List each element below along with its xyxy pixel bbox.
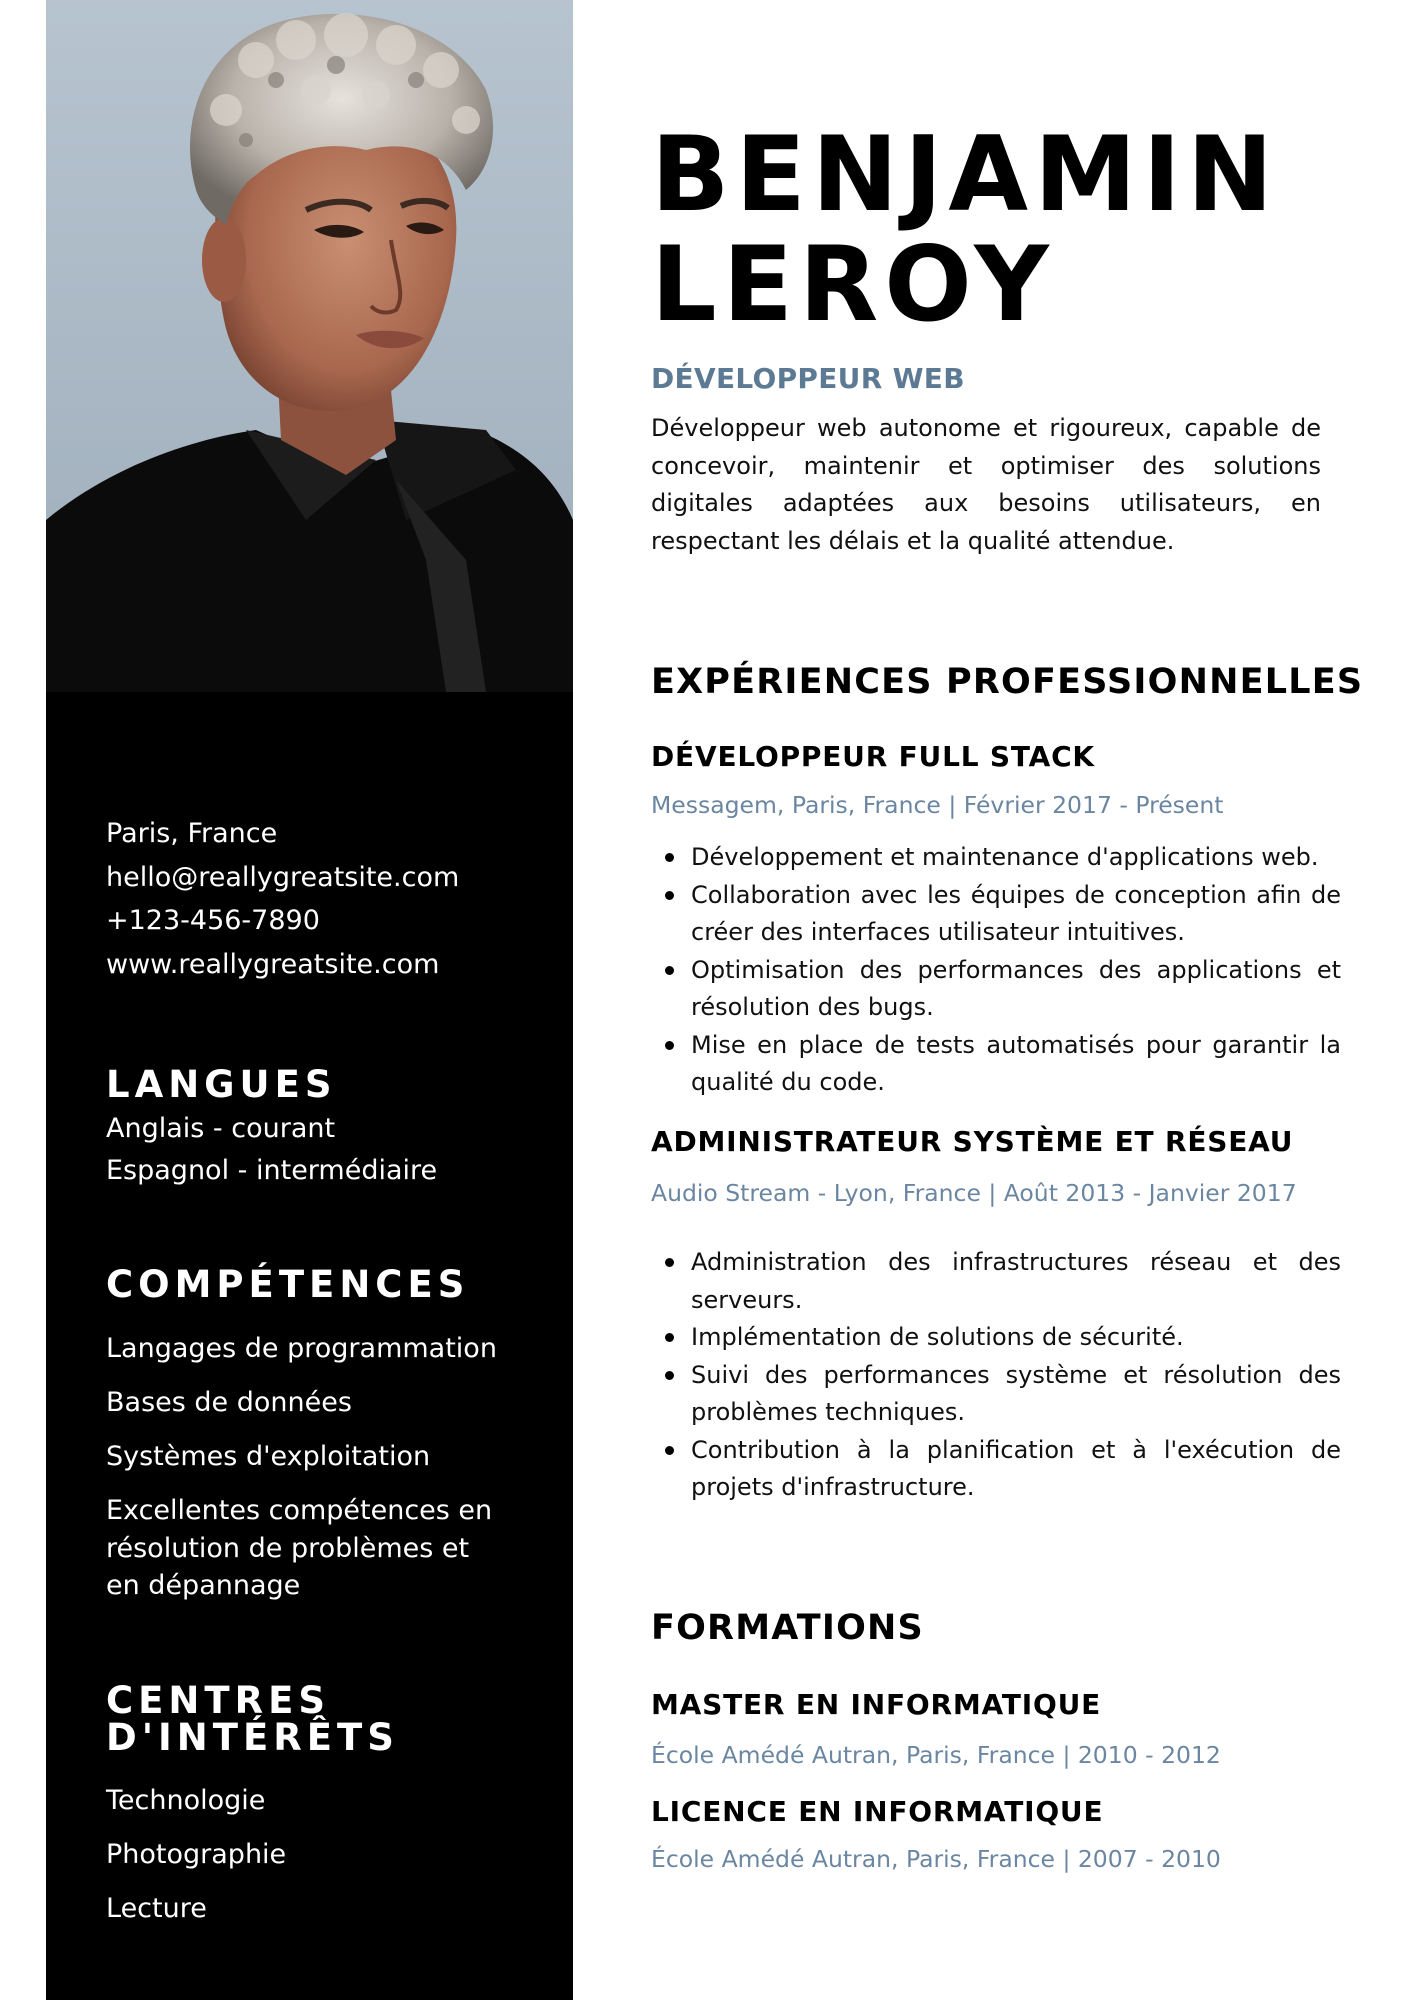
last-name: LEROY xyxy=(651,225,1055,345)
skills-heading: COMPÉTENCES xyxy=(106,1263,470,1306)
bullet-item: Contribution à la planification et à l'exécution de projets d'infrastructure. xyxy=(651,1432,1341,1507)
skill-item: Excellentes compétences en résolution de problèmes et en dépannage xyxy=(106,1495,493,1601)
job-meta: Messagem, Paris, France | Février 2017 - Présent xyxy=(651,791,1224,819)
bullet-item: Développement et maintenance d'applications web. xyxy=(651,839,1341,877)
bullet-item: Implémentation de solutions de sécurité. xyxy=(651,1319,1341,1357)
interests-list xyxy=(106,1782,286,1944)
job-bullets xyxy=(651,1244,1341,1507)
degree-meta: École Amédé Autran, Paris, France | 2010 - 2012 xyxy=(651,1741,1221,1769)
languages-heading: LANGUES xyxy=(106,1063,337,1106)
degree-title: MASTER EN INFORMATIQUE xyxy=(651,1688,1102,1721)
interests-heading-line2: D'INTÉRÊTS xyxy=(106,1716,399,1759)
job-role: DÉVELOPPEUR WEB xyxy=(651,362,965,395)
contact-block xyxy=(106,812,459,986)
bullet-item: Suivi des performances système et résolution des problèmes techniques. xyxy=(651,1357,1341,1432)
contact-location: Paris, France xyxy=(106,818,278,849)
skill-item: Bases de données xyxy=(106,1387,352,1418)
job-title: ADMINISTRATEUR SYSTÈME ET RÉSEAU xyxy=(651,1125,1294,1158)
interests-heading-line1: CENTRES xyxy=(106,1679,331,1722)
bullet-item: Mise en place de tests automatisés pour garantir la qualité du code. xyxy=(651,1027,1341,1102)
job-title: DÉVELOPPEUR FULL STACK xyxy=(651,740,1095,773)
language-item: Espagnol - intermédiaire xyxy=(106,1154,438,1186)
candidate-name xyxy=(651,115,1280,345)
language-item: Anglais - courant xyxy=(106,1113,336,1144)
bullet-item: Collaboration avec les équipes de conception afin de créer des interfaces utilisateur intuitives. xyxy=(651,877,1341,952)
experience-heading: EXPÉRIENCES PROFESSIONNELLES xyxy=(651,662,1364,702)
profile-summary: Développeur web autonome et rigoureux, capable de concevoir, maintenir et optimiser des solutions digitales adaptées aux besoins utilisateurs, en respectant les délais et la qualité attendue. xyxy=(651,414,1321,555)
languages-list xyxy=(106,1108,437,1191)
skills-list xyxy=(106,1330,506,1621)
education-heading: FORMATIONS xyxy=(651,1608,924,1648)
job-bullets xyxy=(651,839,1341,1102)
interest-item: Technologie xyxy=(106,1785,266,1816)
interests-heading xyxy=(106,1679,399,1759)
degree-meta: École Amédé Autran, Paris, France | 2007 - 2010 xyxy=(651,1845,1221,1873)
contact-website[interactable]: www.reallygreatsite.com xyxy=(106,948,440,980)
degree-title: LICENCE EN INFORMATIQUE xyxy=(651,1795,1104,1828)
profile-photo xyxy=(46,0,573,692)
skill-item: Langages de programmation xyxy=(106,1333,497,1364)
skill-item: Systèmes d'exploitation xyxy=(106,1441,431,1472)
contact-email[interactable]: hello@reallygreatsite.com xyxy=(106,861,460,893)
sidebar xyxy=(46,0,573,2000)
bullet-item: Optimisation des performances des applications et résolution des bugs. xyxy=(651,952,1341,1027)
interest-item: Photographie xyxy=(106,1839,287,1870)
interest-item: Lecture xyxy=(106,1893,207,1924)
bullet-item: Administration des infrastructures réseau et des serveurs. xyxy=(651,1244,1341,1319)
first-name: BENJAMIN xyxy=(651,115,1280,235)
contact-phone[interactable]: +123-456-7890 xyxy=(106,905,320,936)
job-meta: Audio Stream - Lyon, France | Août 2013 - Janvier 2017 xyxy=(651,1179,1297,1207)
